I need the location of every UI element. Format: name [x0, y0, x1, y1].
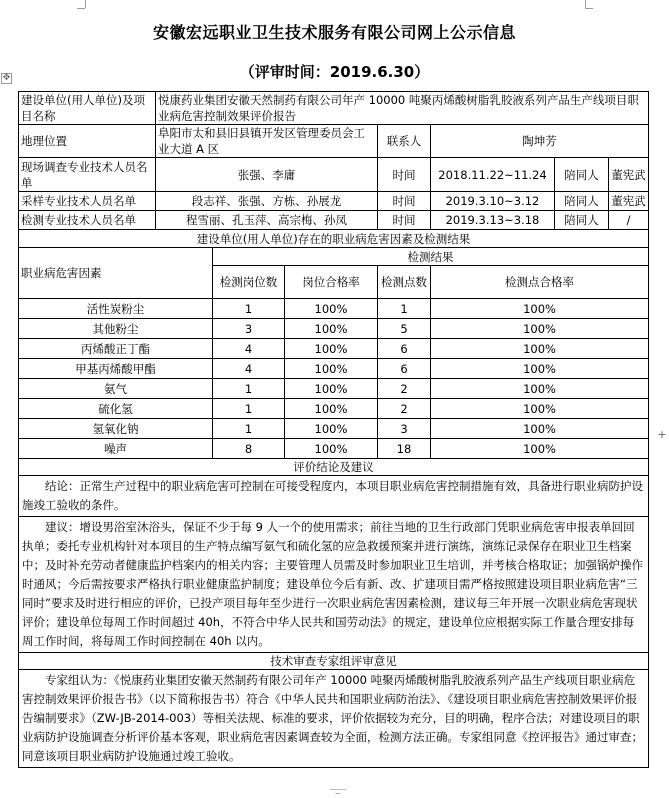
contact-value: 陶坤芳 — [431, 125, 649, 158]
survey-accompany: 董宪武 — [609, 158, 649, 192]
point-rate: 100% — [431, 319, 649, 339]
point-rate: 100% — [431, 379, 649, 399]
table-row — [19, 419, 649, 439]
table-row — [19, 439, 649, 459]
testing-accompany-label: 陪同人 — [555, 211, 609, 230]
conclusion-section-row — [19, 459, 649, 476]
crop-mark — [77, 8, 85, 9]
points-count: 6 — [378, 339, 431, 359]
testing-row — [19, 211, 649, 230]
disclosure-table — [18, 91, 649, 768]
conclusion-text: 结论：正常生产过程中的职业病危害可控制在可接受程度内，本项目职业病危害控制措施有效，具备进行职业病防护设施竣工验收的条件。 — [19, 476, 649, 517]
factor-name: 其他粉尘 — [19, 319, 213, 339]
testing-time: 2019.3.13~3.18 — [431, 211, 555, 230]
unit-label: 建设单位(用人单位)及项目名称 — [19, 92, 156, 125]
review-text: 专家组认为：《悦康药业集团安徽天然制药有限公司年产 10000 吨聚丙烯酸树脂乳胶液系列产品生产线项目职业病危害控制效果评价报告书》（以下简称报告书）符合《中华人民共和国职业病防治法》、《建设项目职业病危害控制效果评价报告编制要求》（ZW-JB-2014-003）等相关法规、标准的要求，评价依据较为充分，目的明确，程序合法；对建设项目的职业病防护设施调查分析评价基本客观，职业病危害因素调查较为全面，检测方法正确。专家组同意《控评报告》通过审查；同意该项目职业病防护设施通过竣工验收。 — [19, 670, 649, 768]
survey-label: 现场调查专业技术人员名单 — [19, 158, 156, 192]
location-value: 阜阳市太和县旧县镇开发区管理委员会工业大道 A 区 — [156, 125, 378, 158]
posts-count: 1 — [213, 419, 285, 439]
factor-name: 氨气 — [19, 379, 213, 399]
hazard-header-row — [19, 248, 649, 266]
survey-time: 2018.11.22~11.24 — [431, 158, 555, 192]
points-count: 3 — [378, 419, 431, 439]
post-rate: 100% — [285, 399, 378, 419]
table-row — [19, 399, 649, 419]
post-rate: 100% — [285, 419, 378, 439]
testing-accompany: / — [609, 211, 649, 230]
suggestion-text: 建议：增设男浴室沐浴头，保证不少于每 9 人一个的使用需求；前往当地的卫生行政部门凭职业病危害申报表单回回执单；委托专业机构针对本项目的生产特点编写氨气和硫化氢的应急救援预案并进行演练，演练记录保存在职业卫生档案中；及时补充劳动者健康监护档案内的相关内容；主要管理人员需及时参加职业卫生培训，并考核合格取证；加强锅炉操作时通风；今后需按要求严格执行职业健康监护制度；建设单位今后有新、改、扩建项目需严格按照建设项目职业病危害“三同时”要求及时进行相应的评价，已投产项目每年至少进行一次职业病危害因素检测，建议每三年开展一次职业病危害现状评价；建设单位每周工作时间超过 40h，不符合中华人民共和国劳动法》的规定，建设单位应根据实际工作量合理安排每周工作时间，将每周工作时间控制在 40h 以内。 — [19, 517, 649, 653]
posts-count: 1 — [213, 379, 285, 399]
post-rate: 100% — [285, 379, 378, 399]
hazard-section-row — [19, 230, 649, 248]
points-count: 5 — [378, 319, 431, 339]
page-break-marker: ~ — [330, 789, 346, 797]
points-count: 1 — [378, 299, 431, 319]
suggestion-text-row — [19, 517, 649, 653]
point-rate: 100% — [431, 299, 649, 319]
sampling-time-label: 时间 — [378, 192, 431, 211]
point-rate: 100% — [431, 399, 649, 419]
sampling-accompany: 董宪武 — [609, 192, 649, 211]
project-row — [19, 92, 649, 125]
survey-accompany-label: 陪同人 — [555, 158, 609, 192]
posts-count: 4 — [213, 339, 285, 359]
factor-name: 丙烯酸正丁酯 — [19, 339, 213, 359]
add-row-icon[interactable]: + — [657, 428, 667, 441]
points-count: 6 — [378, 359, 431, 379]
point-rate: 100% — [431, 359, 649, 379]
crop-mark — [585, 0, 586, 8]
table-row — [19, 379, 649, 399]
table-move-handle-icon[interactable]: ✥ — [2, 73, 11, 83]
sampling-row — [19, 192, 649, 211]
post-rate: 100% — [285, 319, 378, 339]
points-count: 2 — [378, 399, 431, 419]
factor-name: 硫化氢 — [19, 399, 213, 419]
location-label: 地理位置 — [19, 125, 156, 158]
sampling-names: 段志祥、张强、方栋、孙展龙 — [156, 192, 378, 211]
page-title: 安徽宏远职业卫生技术服务有限公司网上公示信息 — [152, 23, 516, 42]
review-section-title: 技术审查专家组评审意见 — [19, 653, 649, 670]
posts-count: 4 — [213, 359, 285, 379]
sampling-label: 采样专业技术人员名单 — [19, 192, 156, 211]
table-row — [19, 319, 649, 339]
review-date: （评审时间：2019.6.30） — [239, 63, 430, 81]
posts-count: 3 — [213, 319, 285, 339]
testing-time-label: 时间 — [378, 211, 431, 230]
factor-name: 甲基丙烯酸甲酯 — [19, 359, 213, 379]
factor-name: 活性炭粉尘 — [19, 299, 213, 319]
table-row — [19, 359, 649, 379]
unit-value: 悦康药业集团安徽天然制药有限公司年产 10000 吨聚丙烯酸树脂乳胶液系列产品生产线项目职业病危害控制效果评价报告 — [156, 92, 649, 125]
testing-names: 程雪丽、孔玉萍、高宗梅、孙凤 — [156, 211, 378, 230]
result-header: 检测结果 — [213, 248, 649, 266]
contact-label: 联系人 — [378, 125, 431, 158]
review-text-row — [19, 670, 649, 768]
points-count: 18 — [378, 439, 431, 459]
hazard-section-title: 建设单位(用人单位)存在的职业病危害因素及检测结果 — [19, 230, 649, 248]
table-row — [19, 299, 649, 319]
point-rate: 100% — [431, 419, 649, 439]
sampling-accompany-label: 陪同人 — [555, 192, 609, 211]
post-rate: 100% — [285, 339, 378, 359]
review-section-row — [19, 653, 649, 670]
col-posts-header: 检测岗位数 — [213, 266, 285, 299]
post-rate: 100% — [285, 439, 378, 459]
factor-name: 氢氧化钠 — [19, 419, 213, 439]
survey-row — [19, 158, 649, 192]
points-count: 2 — [378, 379, 431, 399]
crop-mark — [585, 8, 593, 9]
testing-label: 检测专业技术人员名单 — [19, 211, 156, 230]
factor-header: 职业病危害因素 — [19, 248, 213, 299]
conclusion-text-row — [19, 476, 649, 517]
survey-time-label: 时间 — [378, 158, 431, 192]
posts-count: 1 — [213, 299, 285, 319]
posts-count: 1 — [213, 399, 285, 419]
col-post-rate-header: 岗位合格率 — [285, 266, 378, 299]
sampling-time: 2019.3.10~3.12 — [431, 192, 555, 211]
col-points-header: 检测点数 — [378, 266, 431, 299]
survey-names: 张强、李庸 — [156, 158, 378, 192]
conclusion-section-title: 评价结论及建议 — [19, 459, 649, 476]
post-rate: 100% — [285, 299, 378, 319]
factor-name: 噪声 — [19, 439, 213, 459]
posts-count: 8 — [213, 439, 285, 459]
location-row — [19, 125, 649, 158]
point-rate: 100% — [431, 439, 649, 459]
col-point-rate-header: 检测点合格率 — [431, 266, 649, 299]
post-rate: 100% — [285, 359, 378, 379]
crop-mark — [85, 0, 86, 8]
table-row — [19, 339, 649, 359]
point-rate: 100% — [431, 339, 649, 359]
